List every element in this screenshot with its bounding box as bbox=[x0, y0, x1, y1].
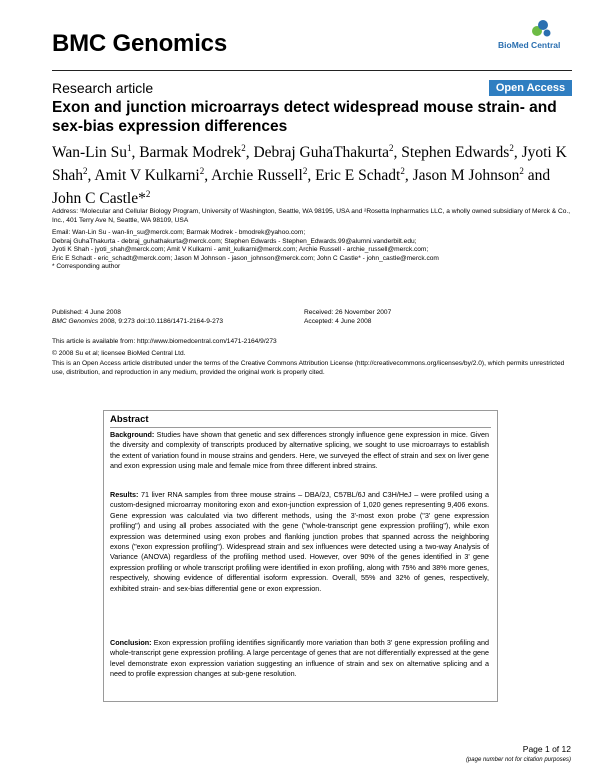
citation-details: 2008, 9:273 doi:10.1186/1471-2164-9-273 bbox=[98, 317, 224, 325]
abstract-background bbox=[110, 430, 489, 472]
header-divider bbox=[52, 70, 572, 71]
biomed-central-logo-icon bbox=[528, 18, 554, 40]
author-name: , Debraj GuhaThakurta bbox=[245, 144, 390, 162]
author-name: Wan-Lin Su bbox=[52, 144, 127, 162]
abstract-conclusion bbox=[110, 638, 489, 680]
email-line: Jyoti K Shah - jyoti_shah@merck.com; Amit V Kulkarni - amit_kulkarni@merck.com; Archie Russell - archie_russell@merck.com; bbox=[52, 246, 429, 253]
author-affiliation: 2 bbox=[83, 166, 88, 177]
author-name: , Amit V Kulkarni bbox=[87, 167, 200, 185]
author-affiliation: 2 bbox=[519, 166, 524, 177]
citation-journal: BMC Genomics bbox=[52, 317, 99, 325]
licence-text: This is an Open Access article distributed under the terms of the Creative Commons Attribution License (http://creativecommons.org/licenses/by/2.0), which permits unrestricted use, distribution, and reproduction in any medium, provided the original work is properly cited. bbox=[52, 360, 565, 376]
author-name: , Stephen Edwards bbox=[393, 144, 510, 162]
email-line: Email: Wan-Lin Su - wan-lin_su@merck.com; Barmak Modrek - bmodrek@yahoo.com; bbox=[52, 229, 306, 236]
copyright-notice: © 2008 Su et al; licensee BioMed Central Ltd. bbox=[52, 350, 186, 357]
corresponding-author-note: * Corresponding author bbox=[52, 263, 121, 270]
author-affiliation: 2 bbox=[145, 189, 151, 200]
biomed-central-logo-text: BioMed Central bbox=[498, 40, 561, 50]
page-number: Page 1 of 12 bbox=[522, 744, 571, 754]
author-affiliation: 2 bbox=[509, 143, 514, 153]
abstract-box bbox=[103, 410, 498, 702]
background-label: Background: bbox=[110, 430, 155, 439]
author-name: , Jason M Johnson bbox=[404, 167, 520, 185]
abstract-heading: Abstract bbox=[110, 414, 149, 425]
author-affiliation: 2 bbox=[389, 143, 394, 153]
author-affiliation: 2 bbox=[302, 166, 308, 177]
author-affiliation: 2 bbox=[241, 143, 246, 153]
author-name: , Jyoti K Shah bbox=[52, 144, 567, 185]
results-text: 71 liver RNA samples from three mouse strains – DBA/2J, C57BL/6J and C3H/HeJ – were profiled using a custom-designed microarray monitoring exon and exon-junction expression of 1,020 genes representing 9,406 exons. Gene expression was calculated via two different methods, using the 3'-most exon probe ("3' gene expression profiling") and using all probes associated with the gene ("whole-transcript gene expression profiling"), while exon expression was determined using exon probes and flanking junction probes that spanned across the neighboring exons ("exon expression profiling"). Widespread strain and sex influences were detected using a two-way Analysis of Variance (ANOVA) regardless of the profiling method used. However, over 90% of the genes identified in 3' gene expression profiling or whole transcript profiling were identified in exon profiling, along with 75% and 38% more genes, respectively, showing evidence of differential isoform expression. Overall, 55% and 32% of genes, respectively, exhibited strain- and sex-bias differential gene or exon expression. bbox=[110, 490, 489, 593]
published-date: Published: 4 June 2008 bbox=[52, 309, 121, 316]
email-line: Debraj GuhaThakurta - debraj_guhathakurta@merck.com; Stephen Edwards - Stephen_Edwards.99@alumni.vanderbilt.edu; bbox=[52, 237, 417, 245]
article-title: Exon and junction microarrays detect widespread mouse strain- and sex-bias expression differences bbox=[52, 99, 557, 135]
background-text: Studies have shown that genetic and sex differences strongly influence gene expression in mice. Given the diversity and complexity of transcripts produced by alternative splicing, we sought to use microarrays to establish the extent of variation found in mouse strains and genders. Here, we surveyed the effect of strain and sex on liver gene and exon expression using male and female mice from three different inbred strains. bbox=[110, 430, 489, 471]
review-dates bbox=[304, 309, 504, 326]
author-emails bbox=[52, 229, 572, 272]
abstract-divider bbox=[110, 427, 491, 428]
results-label: Results: bbox=[110, 490, 139, 499]
conclusion-text: Exon expression profiling identifies significantly more variation than both 3' gene expression profiling and whole-transcript gene expression profiling. A large percentage of genes that are not differentially expressed at the gene level demonstrate exon expression variation suggesting an influence of strain and sex on alternative splicing and a need to profile expression changes at sub-gene resolution. bbox=[110, 638, 489, 679]
conclusion-label: Conclusion: bbox=[110, 638, 152, 647]
journal-title: BMC Genomics bbox=[52, 30, 227, 57]
citation bbox=[52, 318, 302, 327]
author-list bbox=[52, 139, 572, 208]
abstract-results bbox=[110, 490, 489, 594]
author-name: , Eric E Schadt bbox=[307, 167, 401, 185]
email-line: Eric E Schadt - eric_schadt@merck.com; Jason M Johnson - jason_johnson@merck.com; John C Castle* - john_castle@merck.com bbox=[52, 254, 439, 262]
received-date: Received: 26 November 2007 bbox=[304, 309, 392, 316]
publication-info bbox=[52, 309, 302, 326]
accepted-date: Accepted: 4 June 2008 bbox=[304, 317, 372, 325]
author-affiliation: 2 bbox=[400, 166, 405, 177]
author-affiliation: 1 bbox=[126, 143, 132, 153]
open-access-badge: Open Access bbox=[489, 80, 572, 96]
author-address: Address: ¹Molecular and Cellular Biology Program, University of Washington, Seattle, WA 98195, USA and ²Rosetta Inpharmatics LLC, a wholly owned subsidiary of Merck & Co., Inc., 401 Terry Ave N, Seattle, WA 98109, USA bbox=[52, 208, 571, 224]
page-number-note: (page number not for citation purposes) bbox=[465, 757, 571, 763]
article-url[interactable]: This article is available from: http://www.biomedcentral.com/1471-2164/9/273 bbox=[52, 338, 277, 345]
author-name: and John C Castle* bbox=[52, 167, 551, 208]
author-name: , Barmak Modrek bbox=[131, 144, 242, 162]
biomed-central-logo bbox=[498, 18, 570, 54]
author-name: , Archie Russell bbox=[204, 167, 303, 185]
article-type: Research article bbox=[52, 80, 154, 96]
author-affiliation: 2 bbox=[199, 166, 205, 177]
